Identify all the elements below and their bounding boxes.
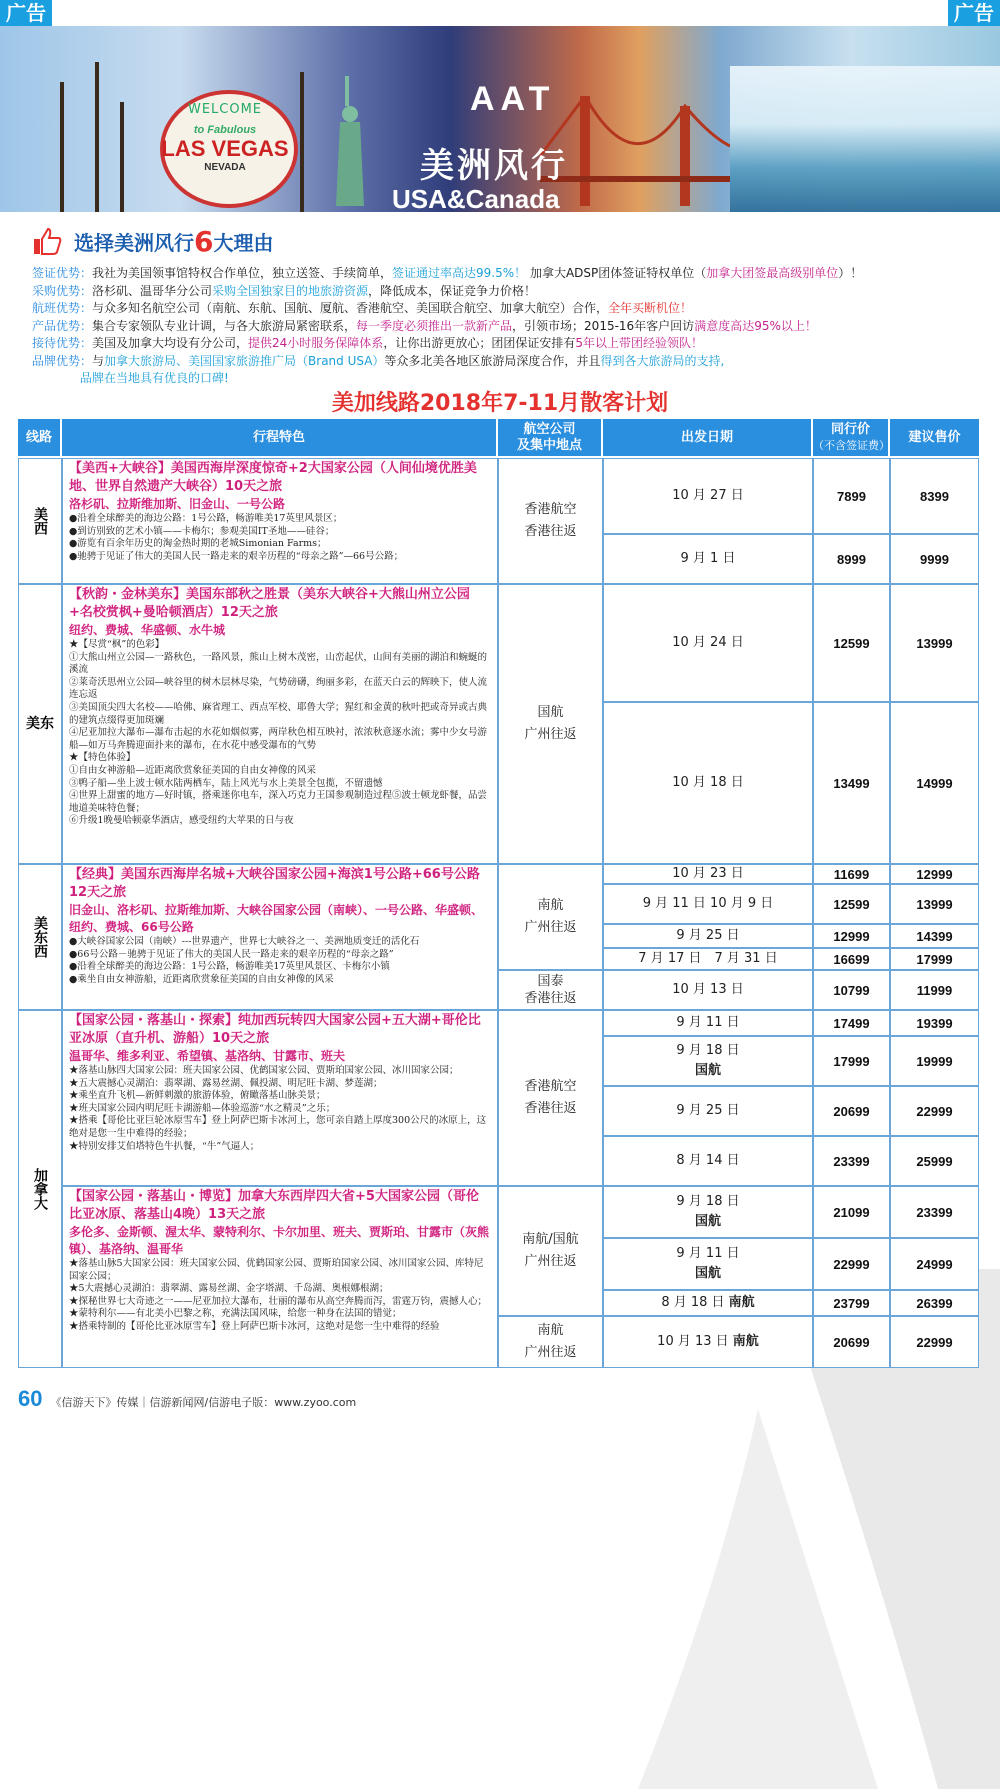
date-cell: 9 月 18 日 国航	[603, 1186, 813, 1238]
route-line: ●沿着全球醉美的海边公路：1号公路，畅游唯美17英里风景区；	[69, 513, 343, 524]
airline-cell: 香港航空 香港往返	[498, 458, 603, 584]
reason-brand-cont: 品牌在当地具有优良的口碑!	[80, 371, 229, 385]
suggested-price: 9999	[890, 534, 979, 584]
date-cell: 10 月 24 日	[603, 584, 813, 702]
route-line: ★【特色体验】	[69, 752, 136, 764]
airline-cell: 南航 广州往返	[498, 1316, 603, 1368]
reasons-heading	[32, 226, 273, 256]
reason-product: 产品优势：集合专家领队专业计调，与各大旅游局紧密联系，每一季度必须推出一款新产品，引领市场；2015-16年客户回访满意度高达95%以上！	[32, 318, 817, 333]
las-vegas-sign-main: to Fabulous LAS VEGAS NEVADA	[161, 124, 289, 173]
peer-price: 16699	[813, 948, 890, 970]
reason-brand: 品牌优势：与加拿大旅游局、美国国家旅游推广局（Brand USA）等众多北美各地区旅游局深度合作，并且得到各大旅游局的支持,	[32, 353, 725, 368]
peer-price: 11699	[813, 864, 890, 884]
region-west: 美西	[18, 458, 62, 584]
route-line: ★落基山脉四大国家公园：班夫国家公园、优鹤国家公园、贾斯珀国家公园、冰川国家公园；	[69, 1065, 459, 1076]
ad-tag-right: 广告	[948, 0, 1000, 26]
date-cell: 10 月 13 日	[603, 970, 813, 1010]
airline-cell: 国泰 香港往返	[498, 970, 603, 1010]
route-line: ●到访别致的艺术小镇——卡梅尔；参观美国IT圣地——硅谷；	[69, 525, 335, 537]
route-cities: 温哥华、维多利亚、希望镇、基洛纳、甘露市、班夫	[69, 1049, 346, 1063]
suggested-price: 24999	[890, 1238, 979, 1290]
route-title: 【秋韵・金林美东】美国东部秋之胜景（美东大峡谷+大熊山州立公园+名校赏枫+曼哈顿酒店）12天之旅	[69, 587, 470, 620]
date-cell: 8 月 14 日	[603, 1136, 813, 1186]
route-title: 【国家公园・落基山・博览】加拿大东西岸四大省+5大国家公园（哥伦比亚冰原、落基山4晚）13天之旅	[69, 1189, 479, 1222]
peer-price: 17999	[813, 1036, 890, 1086]
peer-price: 21099	[813, 1186, 890, 1238]
page-footer	[18, 1386, 356, 1412]
ad-tag-left: 广告	[0, 0, 52, 26]
route-line: ★搭乘【哥伦比亚巨轮冰原雪车】登上阿萨巴斯卡冰河上，您可亲自踏上厚度300公尺的冰原上，这绝对是您一生中难得的经验；	[69, 1115, 487, 1139]
reason-visa: 签证优势：我社为美国领事馆特权合作单位，独立送签、手续简单，签证通过率高达99.5%！ 加拿大ADSP团体签证特权单位（加拿大团签最高级别单位）！	[32, 266, 863, 280]
reason-purchasing: 采购优势：洛杉矶、温哥华分公司采购全国独家目的地旅游资源，降低成本，保证竞争力价格！	[32, 283, 537, 298]
route-line: ★五大震撼心灵湖泊：翡翠湖、露易丝湖、佩投湖、明尼旺卡湖、梦莲湖；	[69, 1077, 383, 1089]
date-cell: 10 月 27 日	[603, 458, 813, 534]
date-cell: 10 月 13 日 南航	[603, 1316, 813, 1368]
date-cell: 9 月 11 日 国航	[603, 1238, 813, 1290]
route-line: ③美国顶尖四大名校——哈佛、麻省理工、西点军校、耶鲁大学；猩红和金黄的秋叶把或奇异或古典的建筑点缀得更加斑斓	[69, 701, 488, 726]
date-cell: 10 月 18 日	[603, 702, 813, 864]
route-title: 【美西+大峡谷】美国西海岸深度惊奇+2大国家公园（人间仙境优胜美地、世界自然遗产大峡谷）10天之旅	[69, 461, 477, 494]
header-peer-price: 同行价 （不含签证费）	[813, 419, 888, 456]
peer-price: 10799	[813, 970, 890, 1010]
header-date: 出发日期	[603, 419, 811, 456]
route-line: ★5大震撼心灵湖泊：翡翠湖、露易丝湖、金字塔湖、千岛湖、奥根娜根湖；	[69, 1283, 389, 1295]
reasons-title: 选择美洲风行	[74, 230, 194, 255]
region-canada: 加拿大	[18, 1010, 62, 1368]
route-line: ●游览有百余年历史的淘金热时期的老城Simonian Farms；	[69, 538, 327, 550]
logo-chinese: 美洲风行	[420, 146, 568, 186]
peer-price: 22999	[813, 1238, 890, 1290]
reasons-list	[32, 265, 992, 388]
suggested-price: 8399	[890, 458, 979, 534]
palm-tree	[60, 82, 64, 212]
region-east-west: 美东西	[18, 864, 62, 1010]
route-line: ★乘坐直升飞机—新鲜刺激的旅游体验，俯瞰落基山脉美景；	[69, 1090, 326, 1102]
route-line: ●驰骋于见证了伟大的美国人民一路走来的艰辛历程的“母亲之路”—66号公路；	[69, 550, 404, 562]
airline-cell: 国航 广州往返	[498, 584, 603, 864]
route-description	[62, 864, 498, 1010]
route-line: ★特别安排艾伯塔特色牛扒餐，“牛”气逼人；	[69, 1140, 260, 1152]
suggested-price: 22999	[890, 1316, 979, 1368]
date-cell: 7 月 17 日 7 月 31 日	[603, 948, 813, 970]
route-line: ★蒙特利尔——有北美小巴黎之称，充满法国风味，给您一种身在法国的错觉；	[69, 1308, 402, 1320]
footer-text: 《信游天下》传媒｜信游新闻网/信游电子版：www.zyoo.com	[50, 1396, 357, 1409]
route-description	[62, 458, 498, 584]
peer-price: 12599	[813, 584, 890, 702]
header-airline: 航空公司 及集中地点	[498, 419, 601, 456]
peer-price: 20699	[813, 1086, 890, 1136]
tour-table	[18, 419, 979, 1368]
golden-gate-bridge-image	[540, 96, 730, 206]
route-line: ①大熊山州立公园—一路秋色，一路风景，熊山上树木茂密，山峦起伏，山间有美丽的湖泊和蜿蜒的溪流	[69, 651, 488, 676]
route-title: 【国家公园・落基山・探索】纯加西玩转四大国家公园+五大湖+哥伦比亚冰原（直升机、游船）10天之旅	[69, 1013, 481, 1046]
route-line: ★班夫国家公园内明尼旺卡湖游船—体验巡游“水之精灵”之乐；	[69, 1102, 336, 1114]
route-cities: 洛杉矶、拉斯维加斯、旧金山、一号公路	[69, 497, 286, 511]
date-cell: 9 月 25 日	[603, 924, 813, 948]
route-line: ★【尽赏“枫”的色彩】	[69, 639, 165, 650]
suggested-price: 11999	[890, 970, 979, 1010]
date-cell: 9 月 1 日	[603, 534, 813, 584]
banner-image	[0, 26, 1000, 212]
suggested-price: 13999	[890, 584, 979, 702]
header-route: 线路	[18, 419, 60, 456]
suggested-price: 14399	[890, 924, 979, 948]
suggested-price: 19399	[890, 1010, 979, 1036]
route-line: ★搭乘特制的【哥伦比亚冰原雪车】登上阿萨巴斯卡冰河，这绝对是您一生中难得的经验	[69, 1320, 440, 1332]
reason-flights: 航班优势：与众多知名航空公司（南航、东航、国航、厦航、香港航空、美国联合航空、加拿大航空）合作，全年买断机位！	[32, 301, 693, 315]
peer-price: 8999	[813, 534, 890, 584]
route-cities: 纽约、费城、华盛顿、水牛城	[69, 623, 226, 637]
date-cell: 9 月 18 日 国航	[603, 1036, 813, 1086]
suggested-price: 19999	[890, 1036, 979, 1086]
peer-price: 7899	[813, 458, 890, 534]
page-number: 60	[18, 1386, 43, 1411]
route-line: ④世界上甜蜜的地方—好时镇，搭乘迷你电车，深入巧克力王国参观制造过程⑤波士顿龙虾餐，品尝地道美味特色餐；	[69, 790, 488, 814]
peer-price: 12599	[813, 884, 890, 924]
route-line: ●沿着全球醉美的海边公路：1号公路，畅游唯美17英里风景区、卡梅尔小镇	[69, 961, 390, 973]
peer-price: 13499	[813, 702, 890, 864]
route-cities: 多伦多、金斯顿、渥太华、蒙特利尔、卡尔加里、班夫、贾斯珀、甘露市（灰熊镇）、基洛纳、温哥华	[69, 1225, 490, 1256]
route-line: ★落基山脉5大国家公园：班夫国家公园、优鹤国家公园、贾斯珀国家公园、冰川国家公园、库特尼国家公园；	[69, 1258, 484, 1282]
suggested-price: 17999	[890, 948, 979, 970]
peer-price: 20699	[813, 1316, 890, 1368]
date-cell: 10 月 23 日	[603, 864, 813, 884]
reasons-title-suffix: 大理由	[213, 230, 274, 255]
route-title: 【经典】美国东西海岸名城+大峡谷国家公园+海滨1号公路+66号公路12天之旅	[69, 867, 480, 900]
suggested-price: 14999	[890, 702, 979, 864]
route-line: ②莱奇沃思州立公园—峡谷里的树木层林尽染，气势磅礴，绚丽多彩，在蓝天白云的辉映下，使人流连忘返	[69, 676, 488, 701]
date-cell: 9 月 11 日	[603, 1010, 813, 1036]
reasons-number: 6	[194, 224, 214, 258]
suggested-price: 23399	[890, 1186, 979, 1238]
route-line: ①自由女神游船—近距离欣赏象征美国的自由女神像的风采	[69, 764, 317, 776]
suggested-price: 13999	[890, 884, 979, 924]
airline-cell: 南航 广州往返	[498, 864, 603, 970]
peer-price: 17499	[813, 1010, 890, 1036]
suggested-price: 25999	[890, 1136, 979, 1186]
palm-tree	[300, 72, 304, 212]
airline-cell: 南航/国航 广州往返	[498, 1186, 603, 1316]
plan-title: 美加线路2018年7-11月散客计划	[331, 391, 669, 416]
date-cell: 9 月 11 日 10 月 9 日	[603, 884, 813, 924]
route-description	[62, 584, 498, 864]
reason-reception: 接待优势：美国及加拿大均设有分公司，提供24小时服务保障体系，让你出游更放心；团团保证安排有5年以上带团经验领队！	[32, 336, 703, 350]
airline-cell: 香港航空 香港往返	[498, 1010, 603, 1186]
route-line: ●大峡谷国家公园（南峡）---世界遗产，世界七大峡谷之一、美洲地质变迁的活化石	[69, 936, 420, 947]
statue-of-liberty-image	[330, 66, 370, 212]
date-cell: 9 月 25 日	[603, 1086, 813, 1136]
peer-price: 23399	[813, 1136, 890, 1186]
palm-tree	[120, 102, 124, 212]
region-east: 美东	[18, 584, 62, 864]
peer-price: 23799	[813, 1290, 890, 1316]
header-feature: 行程特色	[62, 419, 496, 456]
route-line: ⑥升级1晚曼哈顿豪华酒店，感受纽约大苹果的日与夜	[69, 815, 294, 827]
route-line: ③鸭子船—坐上波士顿水陆两栖车，陆上风光与水上美景全包揽，不留遗憾	[69, 777, 383, 789]
header-suggested-price: 建议售价	[890, 419, 979, 456]
date-cell: 8 月 18 日 南航	[603, 1290, 813, 1316]
niagara-falls-image	[730, 66, 1000, 212]
suggested-price: 26399	[890, 1290, 979, 1316]
route-cities: 旧金山、洛杉矶、拉斯维加斯、大峡谷国家公园（南峡）、一号公路、华盛顿、纽约、费城、66号公路	[69, 903, 484, 934]
route-line: ●66号公路－驰骋于见证了伟大的美国人民一路走来的艰辛历程的“母亲之路”	[69, 948, 394, 960]
route-description	[62, 1186, 498, 1368]
route-line: ★探秘世界七大奇迹之一——尼亚加拉大瀑布，壮丽的瀑布从高空奔腾而泻，雷霆万钧，震撼人心；	[69, 1295, 488, 1307]
route-line: ④尼亚加拉大瀑布—瀑布击起的水花如烟似雾，两岸秋色相互映衬，浓浓秋意逐水流；雾中少女号游船—如万马奔腾迎面扑来的瀑布，在水花中感受瀑布的气势	[69, 727, 488, 751]
suggested-price: 12999	[890, 864, 979, 884]
peer-price: 12999	[813, 924, 890, 948]
route-description	[62, 1010, 498, 1186]
thumbs-up-icon	[32, 227, 62, 255]
suggested-price: 22999	[890, 1086, 979, 1136]
palm-tree	[95, 62, 99, 212]
las-vegas-sign-top: WELCOME	[187, 102, 263, 117]
route-line: ●乘坐自由女神游船，近距离欣赏象征美国的自由女神像的风采	[69, 973, 334, 985]
logo-english: USA&Canada	[392, 184, 560, 212]
logo-aat: AAT	[470, 80, 556, 118]
